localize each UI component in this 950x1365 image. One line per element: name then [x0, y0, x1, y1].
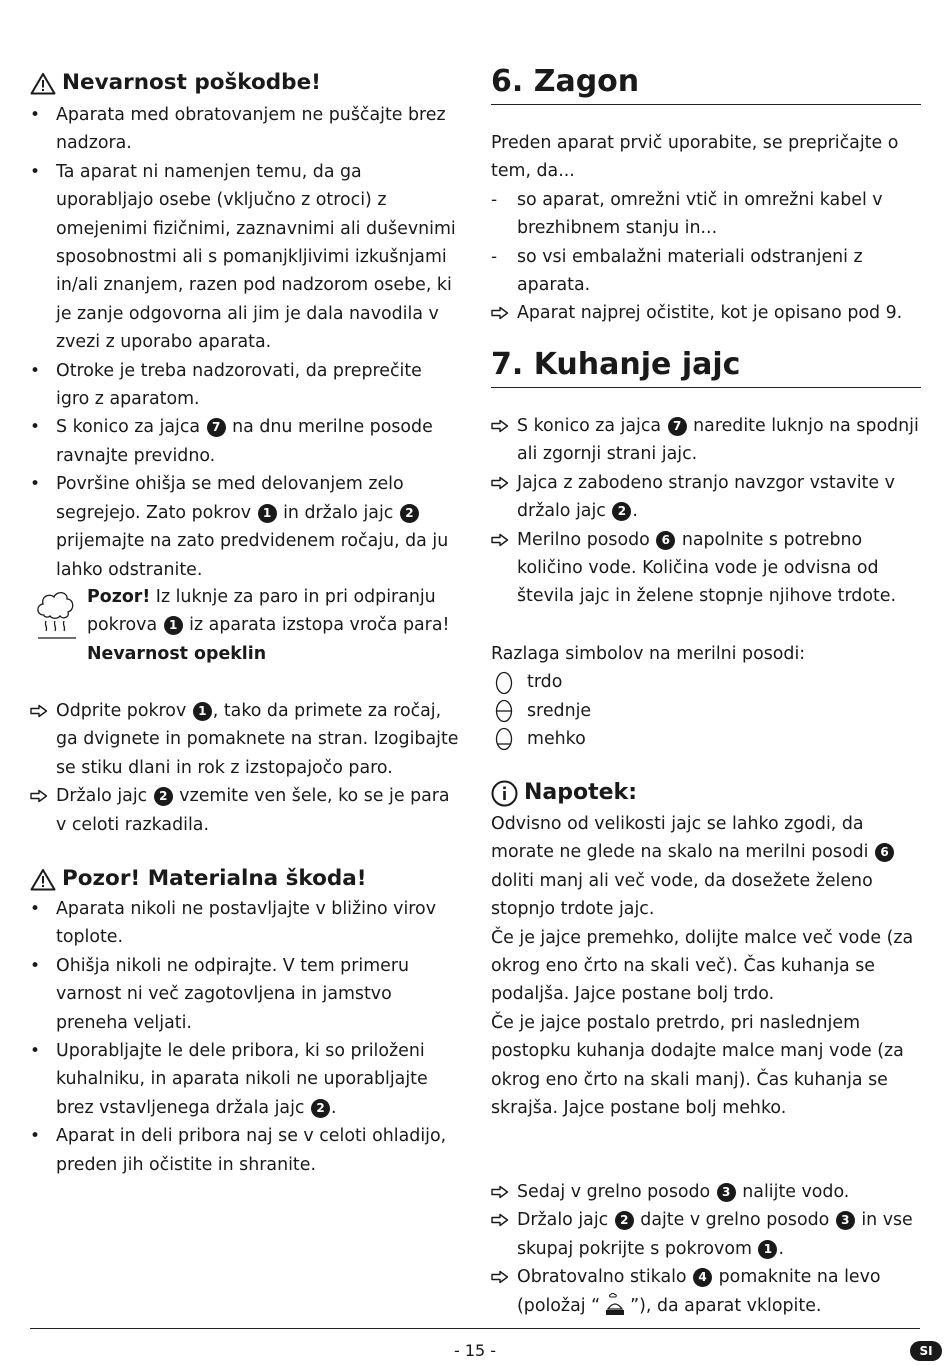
ref-number-2: 2: [612, 502, 631, 521]
ref-number-6: 6: [656, 531, 675, 550]
list-item: • Aparat in deli pribora naj se v celoti ohladijo, preden jih očistite in shranite.: [30, 1126, 447, 1175]
arrow-right-icon: [30, 789, 48, 803]
list-item: • Ohišja nikoli ne odpirajte. V tem primeru varnost ni več zagotovljena in jamstvo preneha veljati.: [30, 955, 410, 1033]
symbol-legend: Razlaga simbolov na merilni posodi: trdo srednje mehko: [491, 640, 921, 754]
arrow-right-icon: [491, 306, 509, 320]
injury-heading: Nevarnost poškodbe!: [30, 68, 321, 98]
zagon-body: Preden aparat prvič uporabite, se prepričajte o tem, da... - so aparat, omrežni vtič in omrežni kabel v brezhibnem stanju in... - so vsi embalažni materiali odstranjeni z aparata. Aparat najprej očistite, kot je opisano pod 9.: [491, 129, 921, 328]
warning-triangle-icon: [30, 72, 56, 95]
list-item: • Aparata med obratovanjem ne puščajte brez nadzora.: [30, 105, 446, 154]
page-number: - 15 -: [453, 1341, 497, 1360]
legend-item: srednje: [491, 697, 921, 725]
injury-list: [30, 101, 460, 584]
section-title-kuhanje: 7. Kuhanje jajc: [491, 345, 921, 388]
list-item: • Površine ohišja se med delovanjem zelo segrejejo. Zato pokrov 1 in držalo jajc 2 prijemajte na zato predvidenem ročaju, da ju lahko odstranite.: [30, 474, 449, 580]
note-heading: Napotek:: [491, 778, 637, 808]
arrow-right-icon: [491, 476, 509, 490]
legend-item: trdo: [491, 668, 921, 696]
step-item: Obratovalno stikalo 4 pomaknite na levo (položaj “ ”), da aparat vklopite.: [491, 1263, 921, 1320]
material-heading: Pozor! Materialna škoda!: [30, 864, 367, 894]
egg-hard-icon: [495, 671, 513, 695]
list-item: • Otroke je treba nadzorovati, da preprečite igro z aparatom.: [30, 360, 422, 410]
list-item: - so vsi embalažni materiali odstranjeni z aparata.: [491, 246, 863, 296]
list-item: • Aparata nikoli ne postavljajte v bližino virov toplote.: [30, 899, 436, 948]
step-item: Merilno posodo 6 napolnite s potrebno količino vode. Količina vode je odvisna od števila jajc in želene stopnje njihove trdote.: [491, 526, 921, 611]
ref-number-2: 2: [154, 787, 173, 806]
steam-hot-icon: [32, 585, 78, 643]
warning-triangle-icon: [30, 868, 56, 891]
kuhanje-steps: [491, 412, 921, 611]
step-item: Držalo jajc 2 dajte v grelno posodo 3 in vse skupaj pokrijte s pokrovom 1 .: [491, 1206, 921, 1263]
arrow-right-icon: [491, 1185, 509, 1199]
note-body: Odvisno od velikosti jajc se lahko zgodi, da morate ne glede na skalo na merilni posodi 6 doliti manj ali več vode, da dosežete želeno stopnjo trdote jajc. Če je jajce premehko, dolijte malce več vode (za okrog eno črto na skali več). Čas kuhanja se podaljša. Jajce postane bolj trdo. Če je jajce postalo pretrdo, pri naslednjem postopku kuhanja dodajte malce manj vode (za okrog eno črto na skali manj). Čas kuhanja se skrajša. Jajce postane bolj mehko.: [491, 814, 914, 1119]
step-item: Odprite pokrov 1 , tako da primete za ročaj, ga dvignete in pomaknete na stran. Izogibajte se stiku dlani in rok z izstopajočo paro.: [30, 697, 460, 782]
ref-number-4: 4: [693, 1268, 712, 1287]
ref-number-1: 1: [193, 702, 212, 721]
legend-item: mehko: [491, 725, 921, 753]
ref-number-7: 7: [668, 417, 687, 436]
ref-number-1: 1: [164, 616, 183, 635]
arrow-right-icon: [491, 533, 509, 547]
egg-soft-icon: [495, 727, 513, 751]
arrow-right-icon: [491, 1213, 509, 1227]
list-item: • S konico za jajca 7 na dnu merilne posode ravnajte previdno.: [30, 417, 433, 466]
ref-number-6: 6: [875, 843, 894, 862]
arrow-right-icon: [491, 1270, 509, 1284]
ref-number-2: 2: [311, 1099, 330, 1118]
step-item: Jajca z zabodeno stranjo navzgor vstavite v držalo jajc 2 .: [491, 469, 921, 526]
step-item: Sedaj v grelno posodo 3 nalijte vodo.: [491, 1178, 921, 1206]
final-steps: [491, 1178, 921, 1320]
ref-number-3: 3: [836, 1211, 855, 1230]
list-item: - so aparat, omrežni vtič in omrežni kabel v brezhibnem stanju in...: [491, 189, 883, 239]
step-item: Aparat najprej očistite, kot je opisano pod 9.: [491, 299, 921, 327]
step-item: Držalo jajc 2 vzemite ven šele, ko se je para v celoti razkadila.: [30, 782, 460, 839]
language-badge: SI: [910, 1341, 942, 1361]
lid-steps: [30, 697, 460, 839]
list-item: • Ta aparat ni namenjen temu, da ga uporabljajo osebe (vključno z otroci) z omejenimi fizičnimi, zaznavnimi ali duševnimi sposobnostmi ali s pomanjkljivimi izkušnjami in/ali znanjem, razen pod nadzorom osebe, ki je zanje odgovorna ali jim je dala navodila v zvezi z uporabo aparata.: [30, 161, 456, 353]
ref-number-1: 1: [258, 504, 277, 523]
section-title-zagon: 6. Zagon: [491, 62, 921, 105]
list-item: • Uporabljajte le dele pribora, ki so priloženi kuhalniku, in aparata nikoli ne uporabljajte brez vstavljenega držala jajc 2 .: [30, 1041, 428, 1118]
info-icon: [491, 780, 518, 807]
step-item: S konico za jajca 7 naredite luknjo na spodnji ali zgornji strani jajc.: [491, 412, 921, 469]
egg-medium-icon: [495, 699, 513, 723]
egg-cooker-steam-icon: [603, 1293, 627, 1317]
ref-number-1: 1: [758, 1240, 777, 1259]
ref-number-7: 7: [207, 418, 226, 437]
material-list: [30, 895, 460, 1179]
arrow-right-icon: [30, 704, 48, 718]
ref-number-2: 2: [615, 1211, 634, 1230]
footer-rule: [30, 1328, 920, 1329]
ref-number-2: 2: [400, 504, 419, 523]
ref-number-3: 3: [717, 1183, 736, 1202]
arrow-right-icon: [491, 419, 509, 433]
